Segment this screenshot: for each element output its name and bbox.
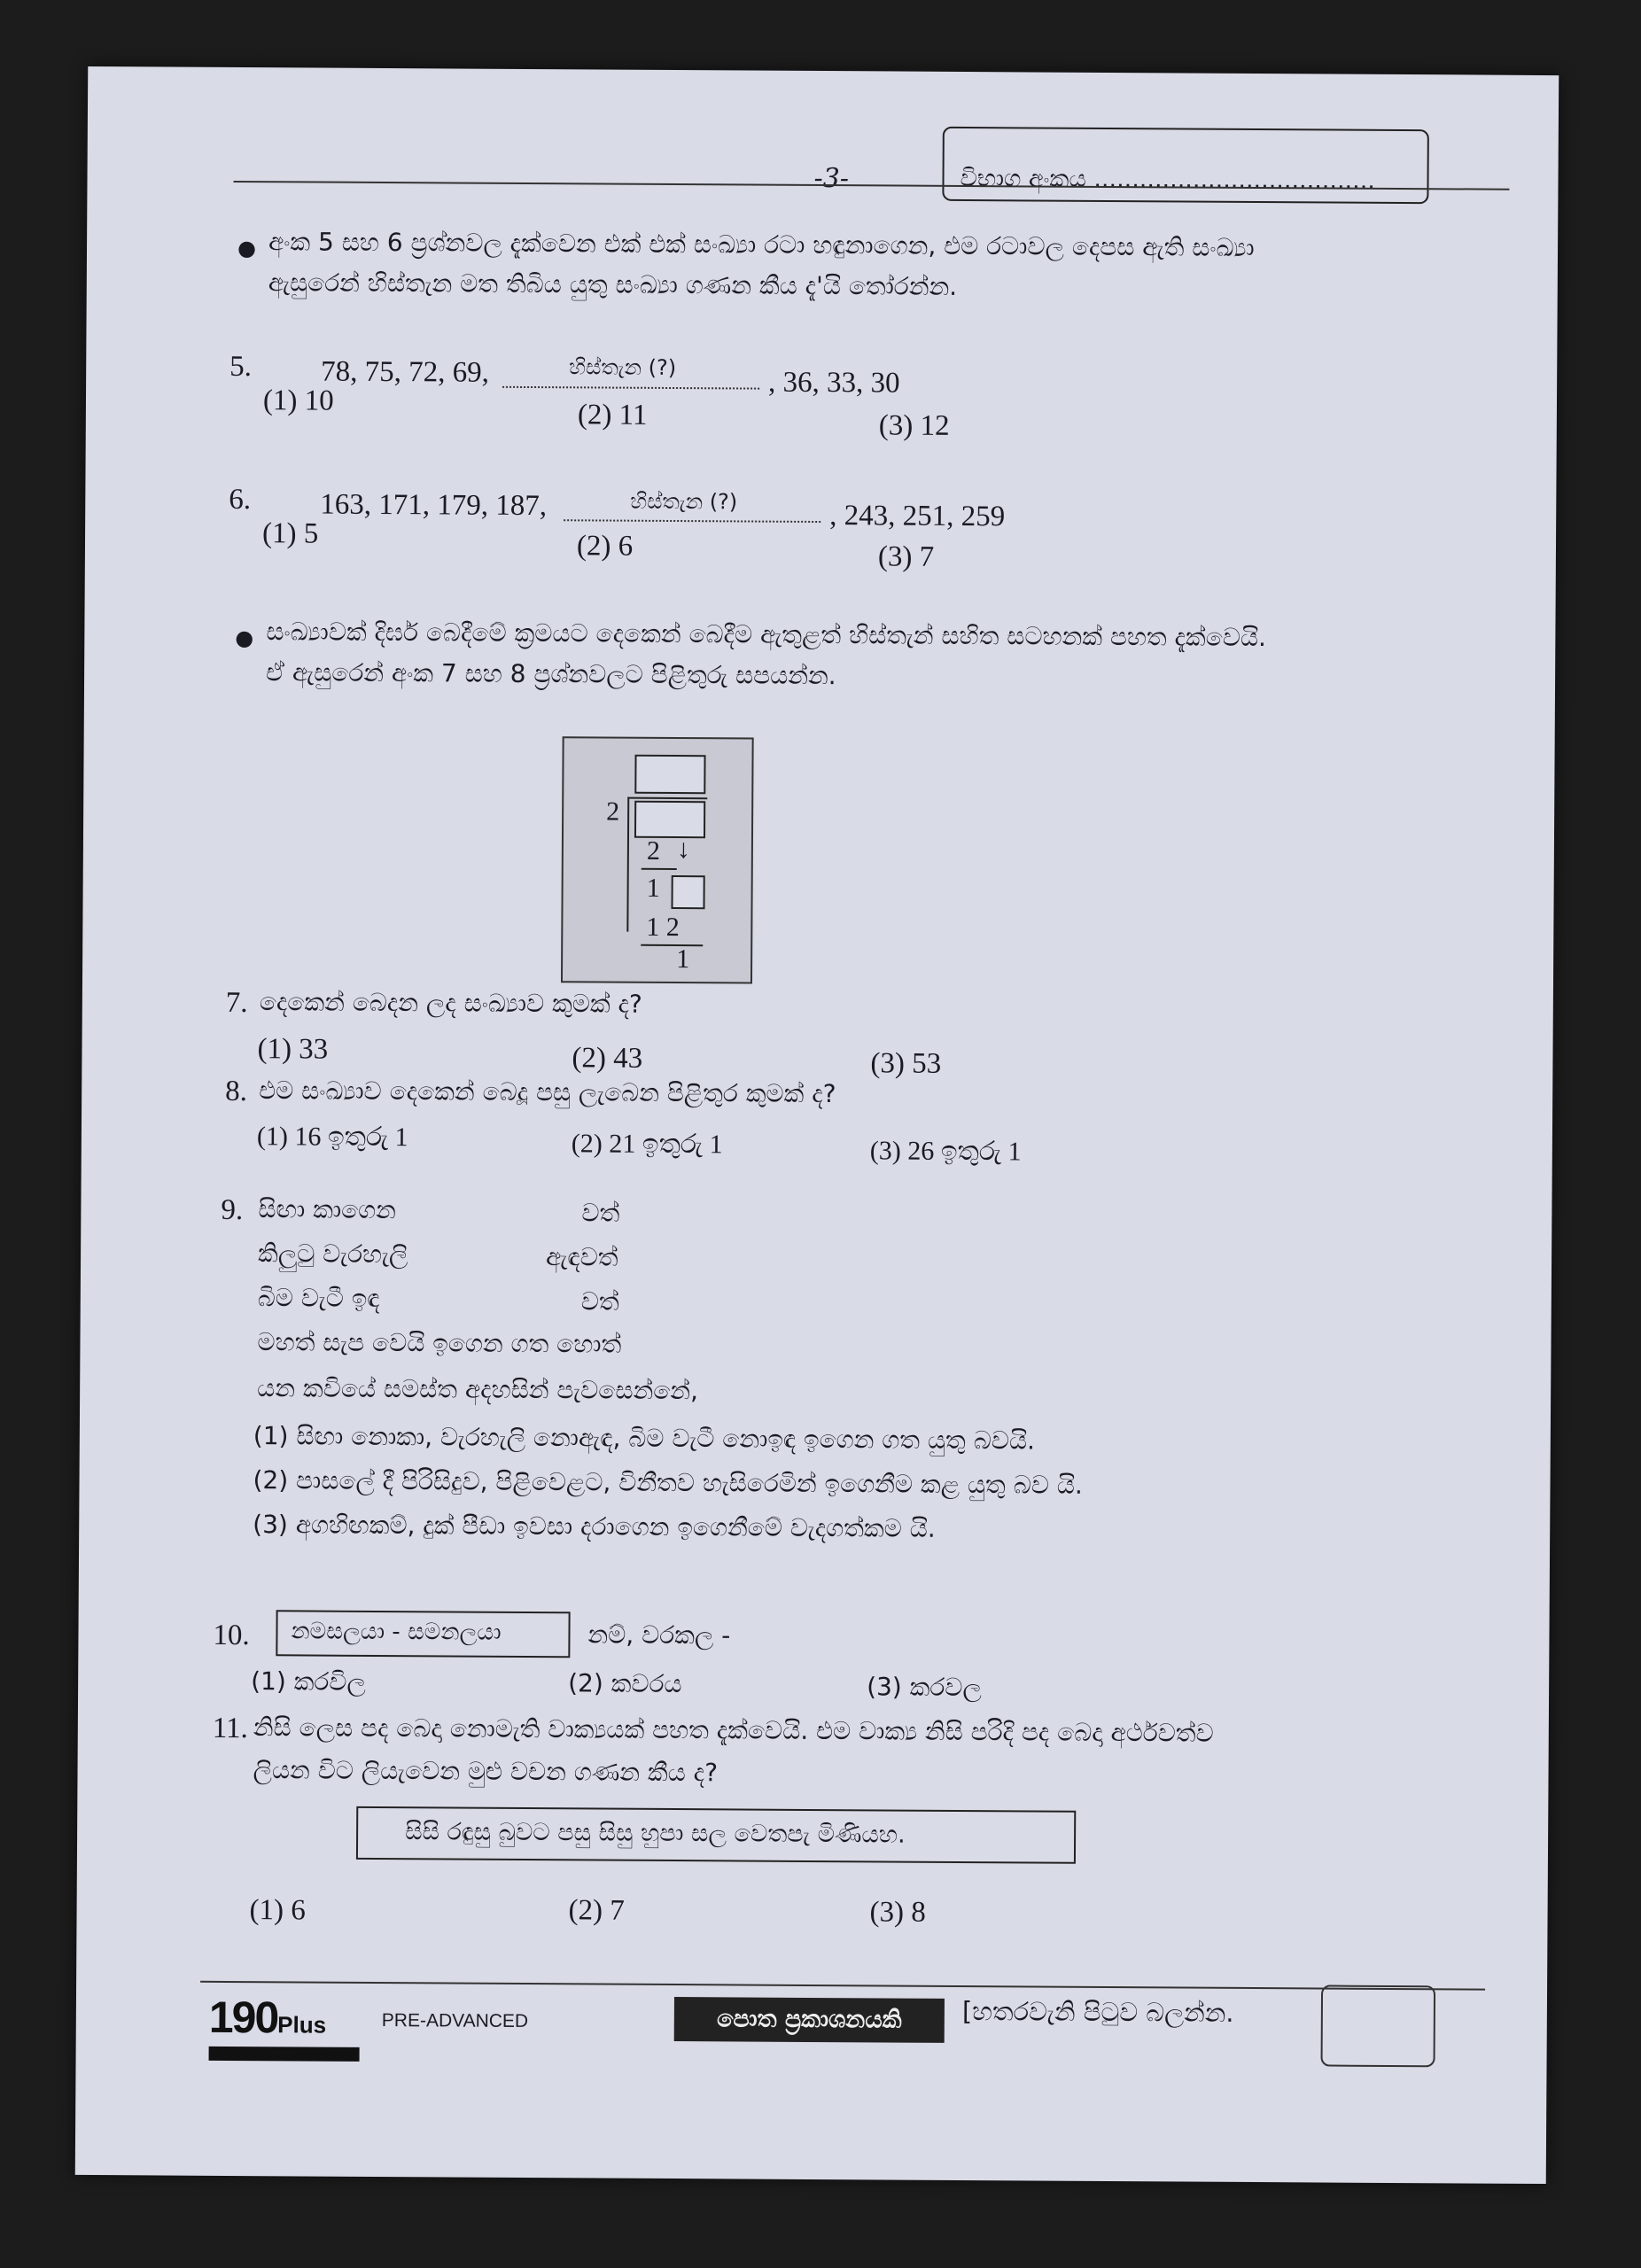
exam-page <box>75 66 1559 2184</box>
q5-option-1: (1) 10 <box>262 384 334 417</box>
q5-number: 5. <box>229 350 253 384</box>
brand-logo: 190Plus <box>209 1992 327 2044</box>
q10-number: 10. <box>213 1619 250 1652</box>
q10-boxed-words: නමසලයා - සමනලයා <box>291 1618 502 1646</box>
q10-option-1: (1) කරවිල <box>251 1666 366 1697</box>
remainder-value: 1 <box>676 944 690 975</box>
q7-option-1: (1) 33 <box>257 1033 329 1066</box>
q6-right-sequence: , 243, 251, 259 <box>829 500 1006 533</box>
q9-option-3: (3) අගහිඟකම්, දුක් පීඩා ඉවසා දරාගෙන ඉගෙනීමේ වැදගත්කම යි. <box>253 1510 936 1543</box>
q10-prompt: නම්, වරකල - <box>587 1619 731 1651</box>
q6-option-3: (3) 7 <box>877 540 935 573</box>
q9-poem-line1-end: වත් <box>581 1198 620 1228</box>
step3-line <box>641 944 703 946</box>
q7-option-3: (3) 53 <box>870 1047 942 1080</box>
q9-poem-line1: සිඟා කාගෙන <box>258 1194 397 1225</box>
step1-value: 2 <box>646 835 660 866</box>
division-bar <box>627 797 707 800</box>
marks-box <box>1321 1984 1436 2067</box>
step3-value: 1 2 <box>646 912 680 943</box>
q8-text: එම සංඛ්‍යාව දෙකෙන් බෙදූ පසු ලැබෙන පිළිතුර කුමක් ද? <box>259 1076 836 1109</box>
q11-line1: නිසි ලෙස පද බෙදා නොමැති වාක්‍යයක් පහත දැක්වෙයි. එම වාක්‍ය නිසි පරිදි පද බෙදා අර්ථවත්ව <box>253 1713 1214 1748</box>
q5-right-sequence: , 36, 33, 30 <box>768 366 900 400</box>
q11-number: 11. <box>212 1712 248 1745</box>
index-number-label: විභාග අංකය ..................................... <box>960 164 1376 195</box>
q6-blank-label: හිස්තැන (?) <box>630 488 738 515</box>
step2-value: 1 <box>646 873 660 903</box>
level-label: PRE-ADVANCED <box>381 2010 529 2032</box>
q9-poem-line3-end: වත් <box>580 1286 619 1317</box>
see-next-page: [හතරවැනි පිටුව බලන්න. <box>961 1996 1234 2028</box>
q6-number: 6. <box>229 483 252 517</box>
q7-option-2: (2) 43 <box>572 1042 643 1075</box>
q5-option-2: (2) 11 <box>577 399 648 431</box>
arrow-down-icon: ↓ <box>676 835 691 865</box>
q8-option-1: (1) 16 ඉතුරු 1 <box>256 1122 408 1153</box>
dividend-blank-box <box>634 801 705 838</box>
q5-option-3: (3) 12 <box>878 409 950 442</box>
q10-option-2: (2) කවරය <box>568 1668 682 1699</box>
q10-option-3: (3) කරවල <box>867 1672 982 1703</box>
footer-rule <box>200 1981 1485 1991</box>
q8-number: 8. <box>225 1075 248 1108</box>
intro2-line2: ඒ ඇසුරෙන් අංක 7 සහ 8 ප්‍රශ්නවලට පිළිතුරු සපයන්න. <box>266 657 836 691</box>
q11-line2: ලියන විට ලියැවෙන මුළු වචන ගණන කීය ද? <box>253 1755 719 1788</box>
q5-left-sequence: 78, 75, 72, 69, <box>321 355 490 389</box>
q11-option-2: (2) 7 <box>568 1894 625 1927</box>
q8-option-2: (2) 21 ඉතුරු 1 <box>571 1129 723 1160</box>
q6-left-sequence: 163, 171, 179, 187, <box>320 488 548 523</box>
divisor: 2 <box>606 796 620 827</box>
page-number: -3- <box>813 162 850 195</box>
q9-poem-line3: බිම වැටී ඉඳ <box>257 1283 380 1313</box>
bullet-icon: ● <box>237 235 257 261</box>
bullet-icon: ● <box>235 625 254 651</box>
q9-poem-line2-end: ඇඳවත් <box>545 1242 618 1272</box>
q9-poem-line4: මහත් සැප වෙයි ඉගෙන ගත හොත් <box>257 1327 622 1359</box>
q9-number: 9. <box>221 1193 244 1227</box>
q8-option-3: (3) 26 ඉතුරු 1 <box>869 1136 1022 1167</box>
publisher-badge: පොත ප්‍රකාශනයකි <box>674 1997 945 2043</box>
step2-blank-box <box>671 875 704 909</box>
intro2-line1: සංඛ්‍යාවක් දිර්ඝ බෙදීමේ ක්‍රමයට දෙකෙන් බෙදීම ඇතුළත් හිස්තැන් සහිත සටහනක් පහත දැක්වෙයි. <box>266 617 1267 653</box>
q5-blank-label: හිස්තැන (?) <box>569 354 677 381</box>
q7-number: 7. <box>225 986 248 1020</box>
q11-sentence: සිසි රඳුසු බුවට පසු සිසු හුපා සල වෙතපැ මිණියහ. <box>405 1818 906 1849</box>
q6-option-2: (2) 6 <box>576 530 634 563</box>
q9-option-2: (2) පාසලේ දී පිරිසිදුව, පිළිවෙළට, විනීතව හැසිරෙමින් ඉගෙනීම කළ යුතු බව යි. <box>253 1465 1083 1500</box>
intro1-line2: ඇසුරෙන් හිස්තැන මත තිබිය යුතු සංඛ්‍යා ගණන කීය දැ'යි තෝරන්න. <box>268 268 958 301</box>
long-division-diagram <box>561 736 754 983</box>
logo-bar <box>209 2047 360 2062</box>
q5-blank <box>502 386 759 390</box>
intro1-line1: අංක 5 සහ 6 ප්‍රශ්නවල දැක්වෙන එක් එක් සංඛ්‍යා රටා හඳුනාගෙන, එම රටාවල දෙපස ඇති සංඛ්‍යා <box>268 227 1255 262</box>
q7-text: දෙකෙන් බෙදන ලද සංඛ්‍යාව කුමක් ද? <box>259 987 642 1019</box>
q9-option-1: (1) සිඟා නොකා, වැරහැලි නොඇඳ, බිම වැටී නොඉඳ ඉගෙන ගත යුතු බවයි. <box>253 1421 1036 1456</box>
division-bracket <box>626 797 629 932</box>
q11-option-1: (1) 6 <box>249 1894 306 1927</box>
q11-option-3: (3) 8 <box>869 1896 926 1929</box>
quotient-blank-box <box>634 755 705 794</box>
q9-question: යන කවියේ සමස්ත අදහසින් පැවසෙන්නේ, <box>257 1373 699 1406</box>
q6-blank <box>564 519 820 523</box>
q9-poem-line2: කිලුටු වැරහැලි <box>258 1239 408 1270</box>
q6-option-1: (1) 5 <box>261 517 319 550</box>
step1-line <box>642 868 677 870</box>
